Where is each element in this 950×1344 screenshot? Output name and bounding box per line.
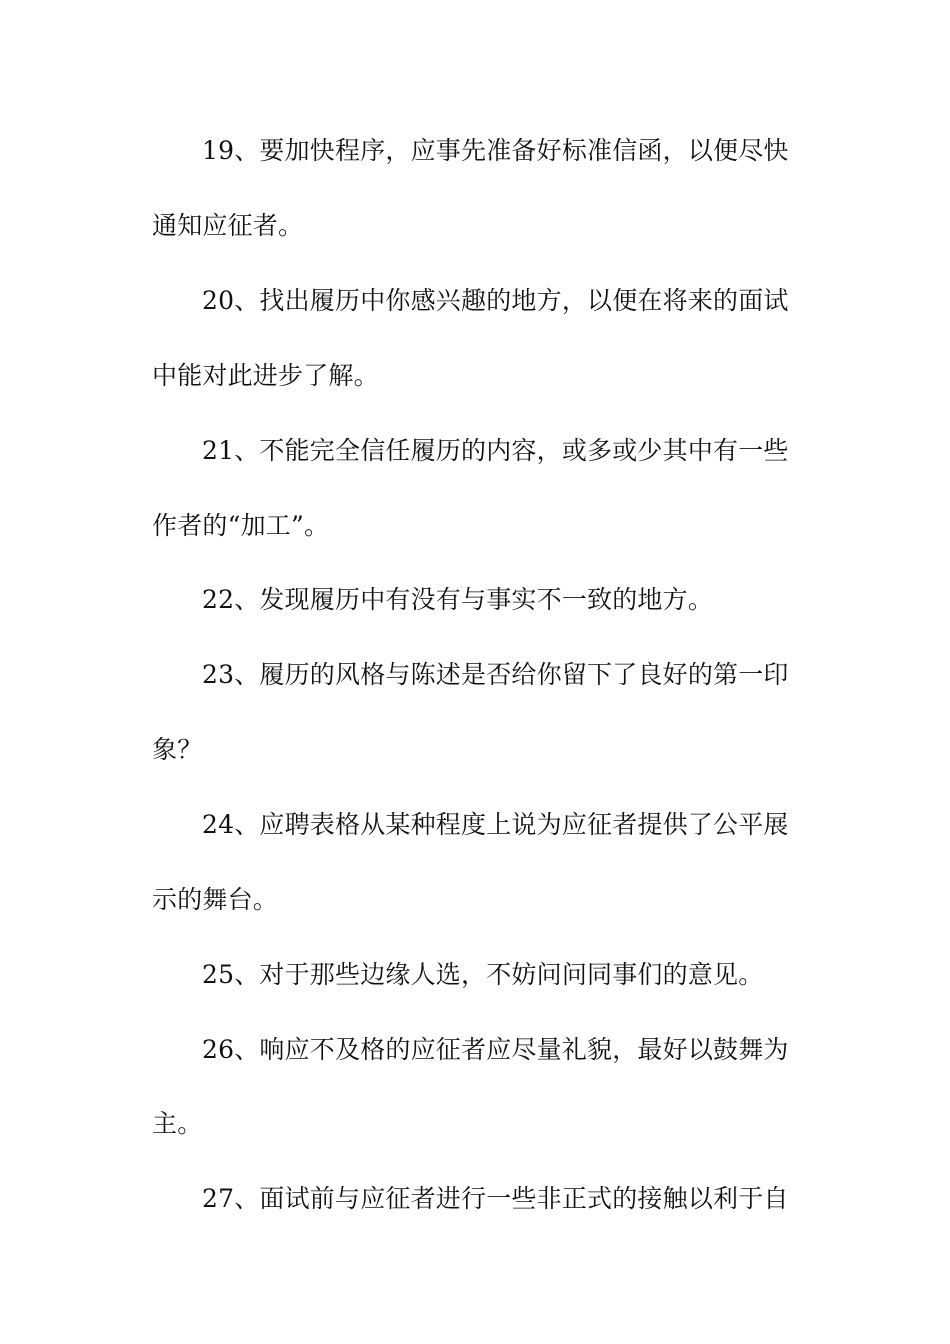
item-20-line-2: 中能对此进步了解。 [152,361,379,390]
item-26-line-1: 26、响应不及格的应征者应尽量礼貌，最好以鼓舞为 [202,1035,789,1064]
item-24-line-1: 24、应聘表格从某种程度上说为应征者提供了公平展 [202,810,789,839]
item-19-line-1: 19、要加快程序，应事先准备好标准信函，以便尽快 [202,136,789,165]
item-19-line-2: 通知应征者。 [152,211,304,240]
item-21-line-2: 作者的“加工”。 [152,511,330,540]
item-23-line-2: 象？ [152,735,203,764]
item-23-line-1: 23、履历的风格与陈述是否给你留下了良好的第一印 [202,660,789,689]
item-24-line-2: 示的舞台。 [152,885,279,914]
item-27-line-1: 27、面试前与应征者进行一些非正式的接触以利于自 [202,1184,789,1213]
item-26-line-2: 主。 [152,1109,203,1138]
item-22-line-1: 22、发现履历中有没有与事实不一致的地方。 [202,585,714,614]
item-25-line-1: 25、对于那些边缘人选，不妨问问同事们的意见。 [202,960,764,989]
item-21-line-1: 21、不能完全信任履历的内容，或多或少其中有一些 [202,436,789,465]
item-20-line-1: 20、找出履历中你感兴趣的地方，以便在将来的面试 [202,286,789,315]
